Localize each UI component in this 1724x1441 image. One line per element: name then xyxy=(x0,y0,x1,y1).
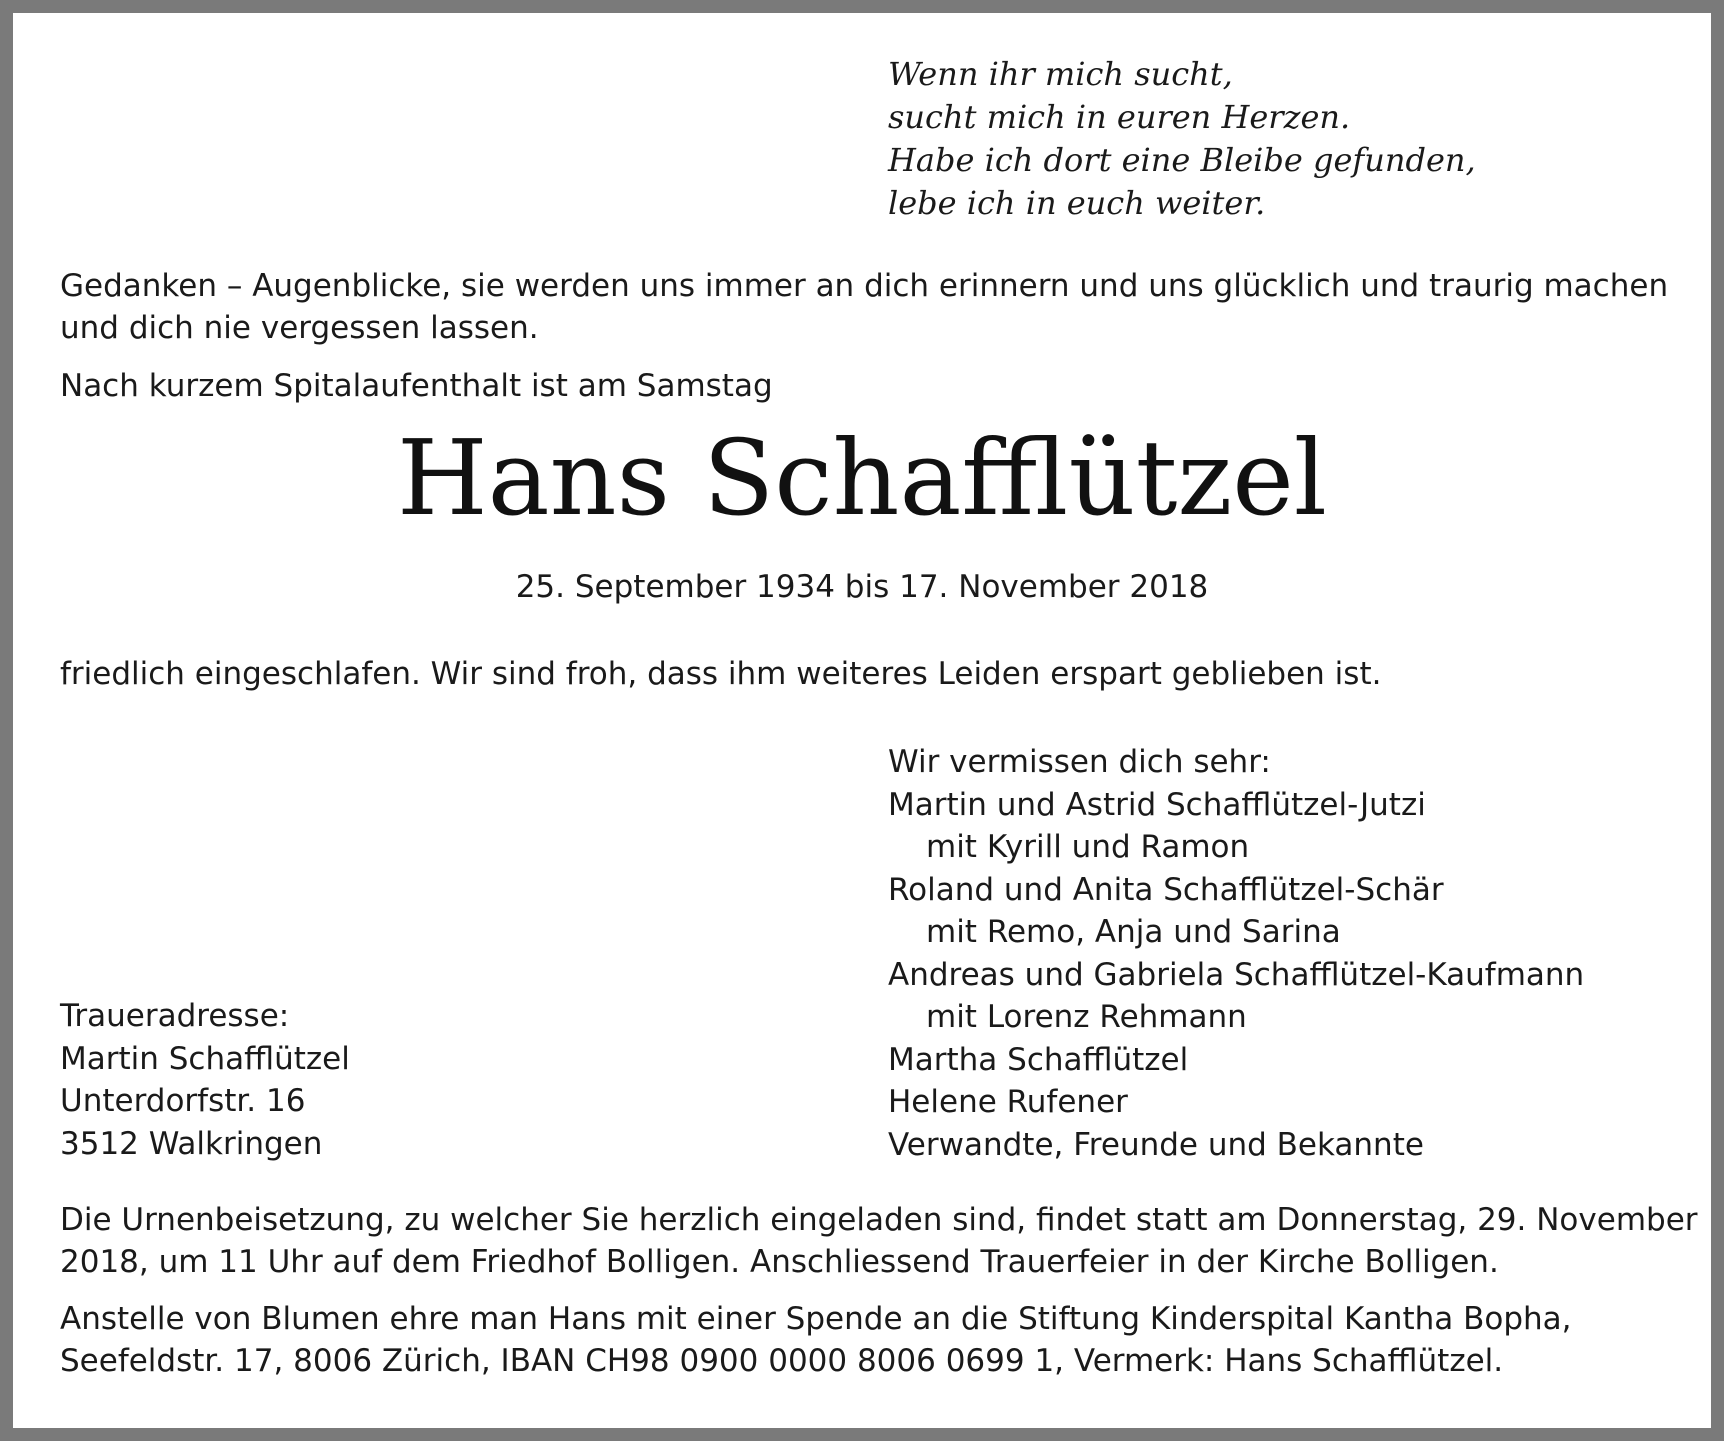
address-label: Traueradresse: xyxy=(60,998,290,1034)
mourner-entry-children: mit Remo, Anja und Sarina xyxy=(926,914,1341,950)
donation-paragraph: Anstelle von Blumen ehre man Hans mit einer Spende an die Stiftung Kinderspital Kantha Bopha, Seefeldstr. 17, 8006 Zürich, IBAN CH98 0900 0000 8006 0699 1, Vermerk: Hans Schafflützel. xyxy=(60,1301,1572,1379)
poem-line: sucht mich in euren Herzen. xyxy=(888,98,1351,136)
mourner-entry: Helene Rufener xyxy=(888,1084,1128,1120)
intro-paragraph: Gedanken – Augenblicke, sie werden uns immer an dich erinnern und uns glücklich und traurig machen und dich nie vergessen lassen. xyxy=(60,268,1669,346)
poem-line: Habe ich dort eine Bleibe gefunden, xyxy=(888,141,1476,179)
deceased-name: Hans Schafflützel xyxy=(396,417,1328,539)
mourner-entry: Verwandte, Freunde und Bekannte xyxy=(888,1126,1424,1163)
mourner-entry-children: mit Kyrill und Ramon xyxy=(926,829,1250,865)
mourner-entry: Martin und Astrid Schafflützel-Jutzi xyxy=(888,786,1426,823)
poem-line: Wenn ihr mich sucht, xyxy=(888,55,1233,93)
passing-text: friedlich eingeschlafen. Wir sind froh, dass ihm weiteres Leiden erspart geblieben ist. xyxy=(60,656,1382,692)
mourner-entry: Roland und Anita Schafflützel-Schär xyxy=(888,871,1444,908)
life-dates: 25. September 1934 bis 17. November 2018 xyxy=(515,569,1209,605)
ceremony-paragraph: Die Urnenbeisetzung, zu welcher Sie herzlich eingeladen sind, findet statt am Donnerstag, 29. November 2018, um 11 Uhr auf dem Friedhof Bolligen. Anschliessend Trauerfeier in der Kirche Bolligen. xyxy=(60,1202,1698,1280)
poem xyxy=(888,53,1476,225)
mourner-entry: Andreas und Gabriela Schafflützel-Kaufmann xyxy=(888,956,1585,993)
announcement-text: Nach kurzem Spitalaufenthalt ist am Samstag xyxy=(60,368,773,404)
obituary-notice xyxy=(13,13,1711,1428)
address-city: 3512 Walkringen xyxy=(60,1125,323,1162)
address-name: Martin Schafflützel xyxy=(60,1040,350,1077)
address-street: Unterdorfstr. 16 xyxy=(60,1083,306,1119)
mourners-list xyxy=(888,741,1584,1166)
poem-line: lebe ich in euch weiter. xyxy=(888,184,1266,222)
mourner-entry-children: mit Lorenz Rehmann xyxy=(926,999,1247,1035)
mourning-address xyxy=(60,995,350,1165)
mourner-entry: Martha Schafflützel xyxy=(888,1041,1189,1078)
mourners-heading: Wir vermissen dich sehr: xyxy=(888,744,1271,780)
